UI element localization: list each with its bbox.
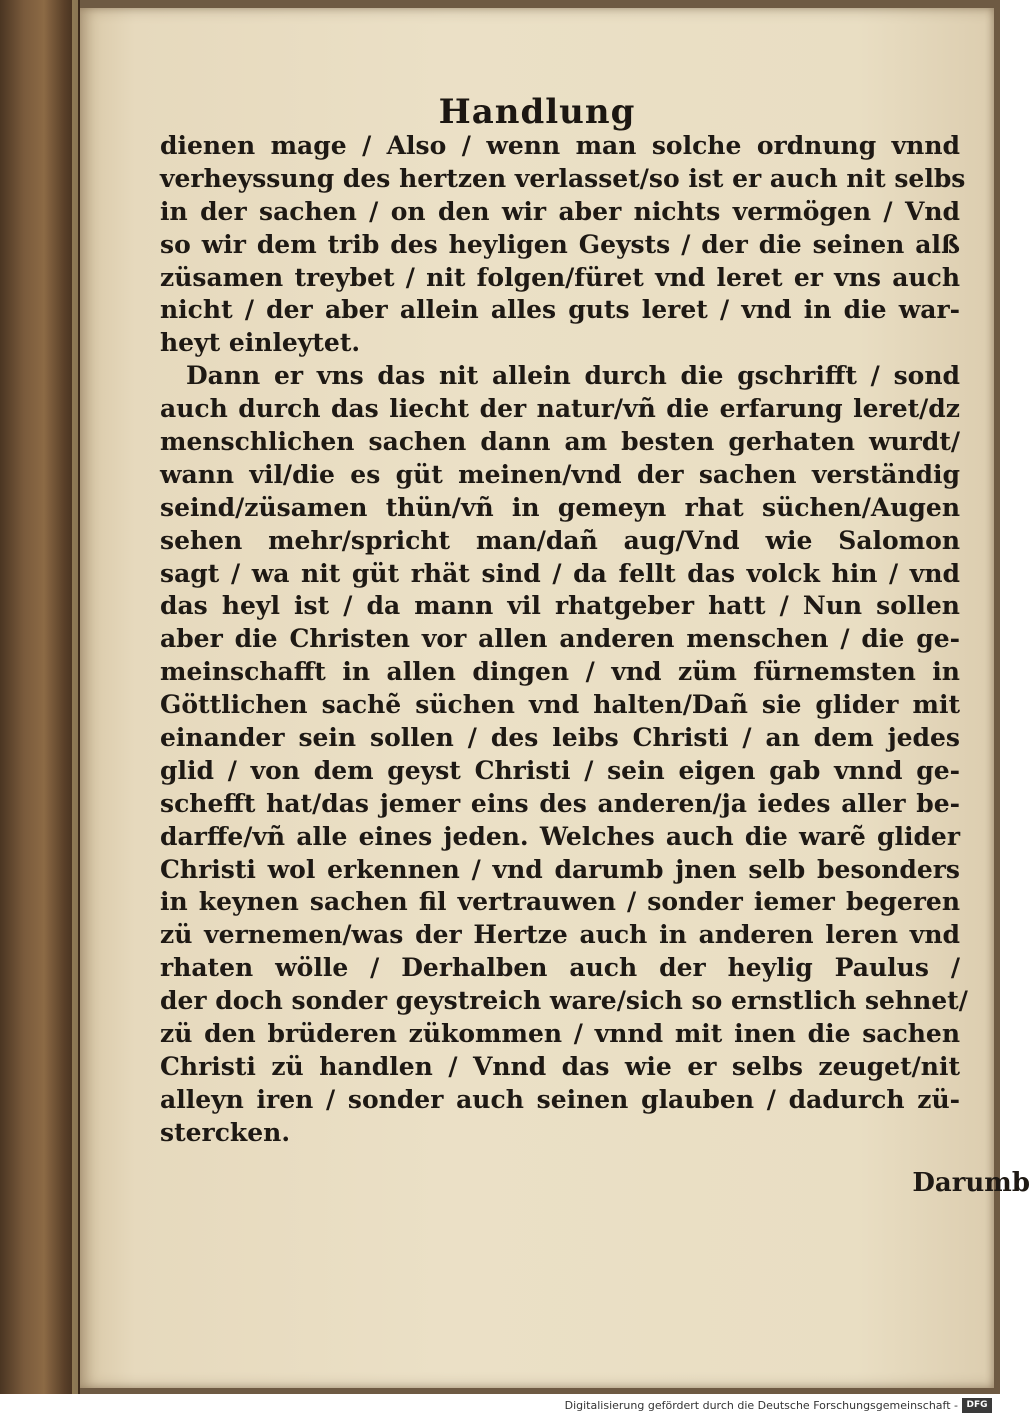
footer-bar	[0, 1394, 1000, 1418]
text-line: in der sachen / on den wir aber nichts vermögen / Vnd	[160, 196, 960, 226]
text-line: zü vernemen/was der Hertze auch in anderen leren vnd	[160, 920, 960, 950]
text-line: in keynen sachen fil vertrauwen / sonder iemer begeren	[160, 887, 960, 917]
text-line: zü den brüderen zükommen / vnnd mit inen die sachen	[160, 1019, 960, 1049]
text-line: schefft hat/das jemer eins des anderen/ja iedes aller be-	[160, 788, 960, 818]
text-line: rhaten wölle / Derhalben auch der heylig Paulus /	[160, 953, 960, 983]
text-line: glid / von dem geyst Christi / sein eigen gab vnnd ge-	[160, 755, 960, 785]
text-line: einander sein sollen / des leibs Christi / an dem jedes	[160, 723, 960, 753]
text-line: alleyn iren / sonder auch seinen glauben / dadurch zü-	[160, 1084, 960, 1114]
catchword: Darumb	[912, 1168, 1030, 1198]
text-line: so wir dem trib des heyligen Geysts / der die seinen alß	[160, 229, 960, 259]
text-line: sehen mehr/spricht man/dañ aug/Vnd wie Salomon	[160, 525, 960, 555]
text-line: Christi zü handlen / Vnnd das wie er selbs zeuget/nit	[160, 1051, 960, 1081]
text-line: verheyssung des hertzen verlasset/so ist er auch nit selbs	[160, 163, 966, 193]
digitization-credit: Digitalisierung gefördert durch die Deutsche Forschungsgemeinschaft -	[564, 1399, 958, 1412]
text-line: stercken.	[160, 1117, 291, 1147]
text-line: darffe/vñ alle eines jeden. Welches auch die warẽ glider	[160, 821, 960, 851]
text-line: das heyl ist / da mann vil rhatgeber hatt / Nun sollen	[160, 591, 960, 621]
dfg-logo: DFG	[962, 1398, 992, 1413]
book-spine	[0, 0, 80, 1394]
text-line: Göttlichen sachẽ süchen vnd halten/Dañ sie glider mit	[160, 690, 960, 720]
running-head: Handlung	[438, 92, 636, 132]
text-line: nicht / der aber allein alles guts leret / vnd in die war-	[160, 295, 960, 325]
text-line: züsamen treybet / nit folgen/füret vnd leret er vns auch	[160, 262, 960, 292]
body-text	[160, 130, 968, 1150]
text-line: seind/züsamen thün/vñ in gemeyn rhat süchen/Augen	[160, 492, 960, 522]
text-line: wann vil/die es güt meinen/vnd der sachen verständig	[160, 459, 960, 489]
text-line: der doch sonder geystreich ware/sich so ernstlich sehnet/	[160, 986, 968, 1016]
text-line: Dann er vns das nit allein durch die gschrifft / sond	[186, 361, 960, 391]
text-line: aber die Christen vor allen anderen menschen / die ge-	[160, 624, 960, 654]
text-line: Christi wol erkennen / vnd darumb jnen selb besonders	[160, 854, 960, 884]
text-line: heyt einleytet.	[160, 328, 361, 358]
text-line: sagt / wa nit güt rhät sind / da fellt das volck hin / vnd	[160, 558, 960, 588]
text-line: meinschafft in allen dingen / vnd züm fürnemsten in	[160, 657, 960, 687]
spine-edge	[72, 0, 78, 1394]
text-line: auch durch das liecht der natur/vñ die erfarung leret/dz	[160, 394, 960, 424]
text-line: dienen mage / Also / wenn man solche ordnung vnnd	[160, 131, 960, 160]
text-line: menschlichen sachen dann am besten gerhaten wurdt/	[160, 427, 960, 457]
